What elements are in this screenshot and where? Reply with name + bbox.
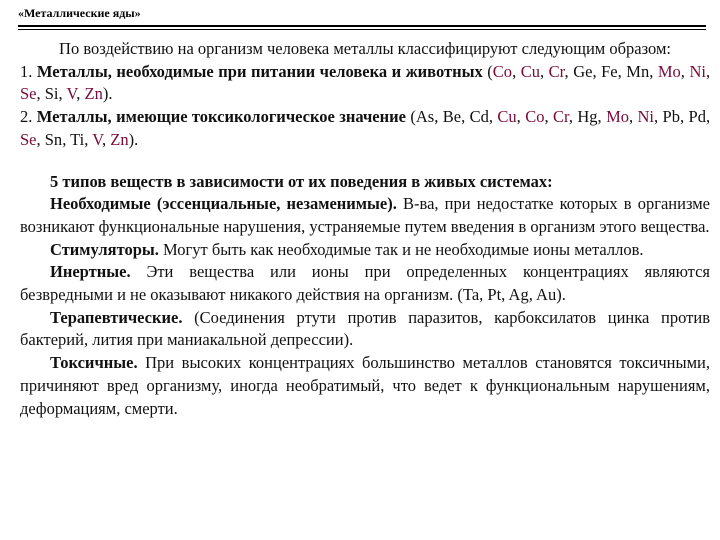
element-symbol: Fe [601, 61, 618, 81]
group-2-paragraph [20, 106, 710, 151]
type-text: (Соединения ртути против паразитов, карбоксилатов цинка против бактерий, лития при маниакальной депрессии). [20, 307, 710, 350]
type-term: Стимуляторы. [50, 239, 159, 259]
intro-paragraph: По воздействию на организм человека металлы классифицируют следующим образом: [59, 39, 671, 58]
element-symbol: Si [44, 84, 59, 104]
element-symbol: Pb [662, 107, 680, 127]
group-2-title: Металлы, имеющие токсикологическое значение [36, 107, 406, 127]
element-symbol: Cu [497, 107, 517, 127]
group-1-number: 1. [20, 61, 37, 81]
element-symbol: Co [492, 61, 513, 81]
element-symbol: Ni [637, 107, 655, 127]
group-2-elements: (As, Be, Cd, Cu, Co, Cr, Hg, Mo, Ni, Pb, Pd, Se, Sn, Ti, V, Zn). [20, 107, 711, 149]
type-term: Инертные. [50, 262, 131, 282]
slide-header-title: «Металлические яды» [18, 6, 141, 20]
element-symbol: Mn [626, 61, 650, 81]
element-symbol: Cr [552, 107, 569, 127]
spacer [20, 152, 710, 171]
element-symbol: Ti [70, 129, 85, 149]
type-term: Токсичные. [50, 353, 138, 373]
types-heading: 5 типов веществ в зависимости от их поведения в живых системах: [50, 171, 553, 191]
header-rule-thin [18, 29, 706, 30]
type-item [20, 261, 710, 306]
element-symbol: As [415, 107, 435, 127]
group-2-number: 2. [20, 107, 37, 127]
element-symbol: Cu [520, 61, 540, 81]
element-symbol: Co [525, 107, 545, 127]
group-1-elements: (Co, Cu, Cr, Ge, Fe, Mn, Mo, Ni, Se, Si, V, Zn). [20, 61, 711, 104]
element-symbol: Mo [606, 107, 629, 127]
type-text: При высоких концентрациях большинство металлов становятся токсичными, причиняют вред организму, иногда необратимый, что ведет к функциональным нарушениям, деформациям, смерти. [20, 353, 710, 418]
element-symbol: Zn [84, 84, 103, 104]
element-symbol: Pd [688, 107, 706, 127]
element-symbol: Be [442, 107, 462, 127]
slide-content [20, 38, 710, 420]
type-item [20, 307, 710, 352]
element-symbol: Hg [577, 107, 598, 127]
element-symbol: Ni [689, 61, 706, 81]
type-term: Терапевтические. [50, 307, 183, 327]
element-symbol: V [66, 84, 77, 104]
type-text: Эти вещества или ионы при определенных концентрациях являются безвредными и не оказывают никакого действия на организм. (Ta, Pt, Ag, Au). [20, 262, 711, 305]
element-symbol: Zn [110, 129, 129, 149]
type-text: Могут быть как необходимые так и не необходимые ионы металлов. [163, 239, 644, 259]
type-item [20, 352, 710, 420]
element-symbol: Cr [548, 61, 565, 81]
element-symbol: Ge [573, 61, 593, 81]
type-item [20, 239, 710, 262]
type-text: В-ва, при недостатке которых в организме возникают функциональные нарушения, устраняемые путем введения в организм этого вещества. [20, 194, 711, 236]
element-symbol: Cd [469, 107, 489, 127]
element-symbol: V [92, 129, 102, 149]
element-symbol: Se [20, 84, 37, 104]
header-rule-thick [18, 25, 706, 27]
type-term: Необходимые (эссенциальные, незаменимые). [50, 194, 397, 214]
element-symbol: Se [20, 129, 37, 149]
element-symbol: Mo [657, 61, 681, 81]
type-item [20, 193, 710, 238]
group-1-title: Металлы, необходимые при питании человека и животных [36, 61, 483, 81]
group-1-paragraph [20, 61, 710, 106]
element-symbol: Sn [44, 129, 63, 149]
